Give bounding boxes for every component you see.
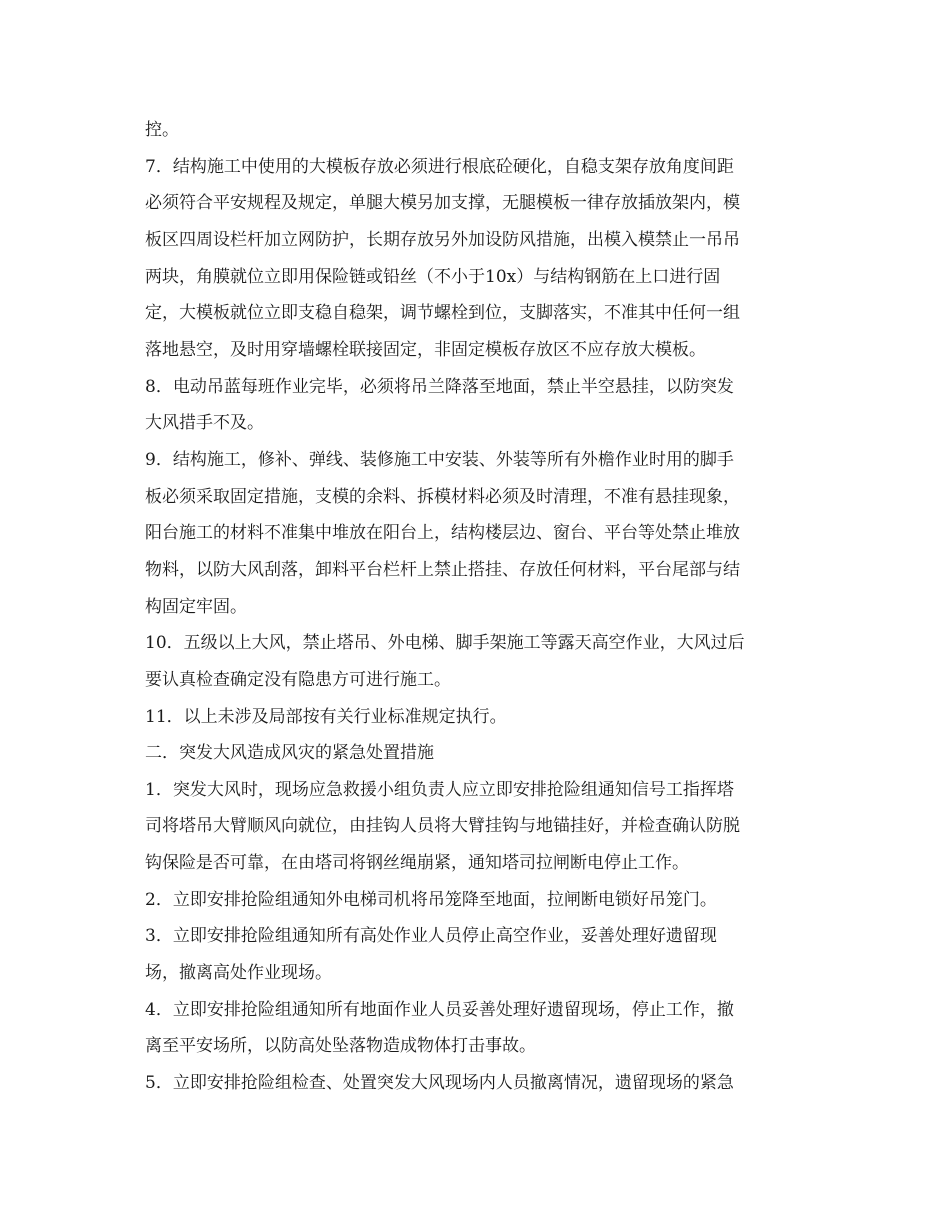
text-line: 板区四周设栏杆加立网防护，长期存放另外加设防风措施，出模入模禁止一吊吊 <box>145 229 740 250</box>
text-line: 7．结构施工中使用的大模板存放必须进行根底砼硬化，自稳支架存放角度间距 <box>145 156 734 177</box>
text-line: 离至平安场所，以防高处坠落物造成物体打击事故。 <box>145 1036 536 1057</box>
text-line: 4．立即安排抢险组通知所有地面作业人员妥善处理好遗留现场，停止工作，撤 <box>145 999 734 1020</box>
text-line: 物料，以防大风刮落，卸料平台栏杆上禁止搭挂、存放任何材料，平台尾部与结 <box>145 559 740 580</box>
text-line: 3．立即安排抢险组通知所有高处作业人员停止高空作业，妥善处理好遗留现 <box>145 926 717 947</box>
text-line: 要认真检查确定没有隐患方可进行施工。 <box>145 669 451 690</box>
text-line: 8．电动吊蓝每班作业完毕，必须将吊兰降落至地面，禁止半空悬挂，以防突发 <box>145 376 734 397</box>
text-line: 1．突发大风时，现场应急救援小组负责人应立即安排抢险组通知信号工指挥塔 <box>145 779 734 800</box>
text-line: 9．结构施工，修补、弹线、装修施工中安装、外装等所有外檐作业时用的脚手 <box>145 449 734 470</box>
text-line: 两块，角膜就位立即用保险链或铅丝（不小于10x）与结构钢筋在上口进行固 <box>145 266 721 287</box>
document-body <box>145 112 810 1102</box>
text-line: 10．五级以上大风，禁止塔吊、外电梯、脚手架施工等露天高空作业，大风过后 <box>145 633 745 654</box>
text-line: 阳台施工的材料不准集中堆放在阳台上，结构楼层边、窗台、平台等处禁止堆放 <box>145 523 740 544</box>
text-line: 场，撤离高处作业现场。 <box>145 963 332 984</box>
text-line: 构固定牢固。 <box>145 596 247 617</box>
text-line: 11．以上未涉及局部按有关行业标准规定执行。 <box>145 706 507 727</box>
section-heading: 二．突发大风造成风灾的紧急处置措施 <box>145 743 434 764</box>
text-line: 板必须采取固定措施，支模的余料、拆模材料必须及时清理，不准有悬挂现象， <box>145 486 740 507</box>
text-line: 定，大模板就位立即支稳自稳架，调节螺栓到位，支脚落实，不准其中任何一组 <box>145 303 740 324</box>
text-line: 2．立即安排抢险组通知外电梯司机将吊笼降至地面，拉闸断电锁好吊笼门。 <box>145 889 717 910</box>
text-line: 落地悬空，及时用穿墙螺栓联接固定，非固定模板存放区不应存放大模板。 <box>145 339 706 360</box>
text-line: 大风措手不及。 <box>145 413 264 434</box>
text-line: 必须符合平安规程及规定，单腿大模另加支撑，无腿模板一律存放插放架内，模 <box>145 193 740 214</box>
text-line: 控。 <box>145 120 179 140</box>
text-line: 钩保险是否可靠，在由塔司将钢丝绳崩紧，通知塔司拉闸断电停止工作。 <box>145 853 689 874</box>
text-line: 5．立即安排抢险组检查、处置突发大风现场内人员撤离情况，遗留现场的紧急 <box>145 1073 734 1094</box>
text-line: 司将塔吊大臂顺风向就位，由挂钩人员将大臂挂钩与地锚挂好，并检查确认防脱 <box>145 816 740 837</box>
